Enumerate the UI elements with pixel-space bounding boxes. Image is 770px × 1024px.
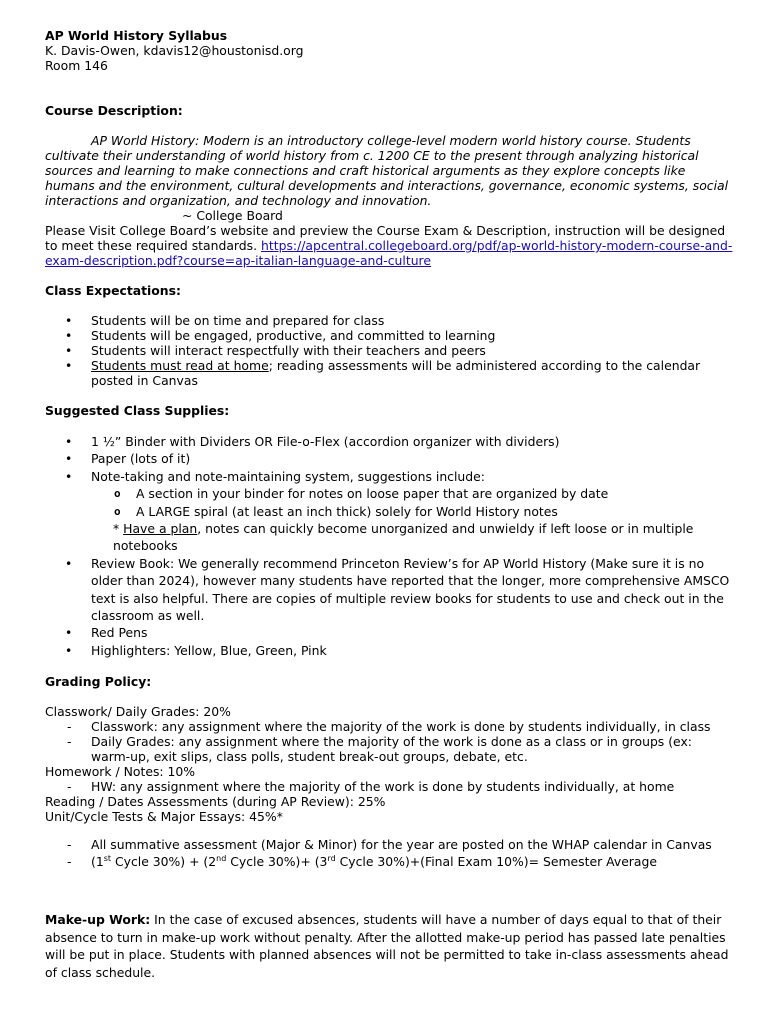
unit-tests-line: Unit/Cycle Tests & Major Essays: 45%* xyxy=(45,809,283,825)
list-item: • Review Book: We generally recommend Princeton Review’s for AP World History (Make sure it is no older than 2024), however many students have reported that the longer, more comprehensive AMSCO text is also helpful. There are copies of multiple review books for students to use and check out in the classroom as well. xyxy=(45,555,735,625)
semester-average-formula xyxy=(45,854,735,869)
list-item: • Students will be on time and prepared for class xyxy=(45,313,735,328)
supplies-heading: Suggested Class Supplies: xyxy=(45,403,230,418)
list-item: - Classwork: any assignment where the majority of the work is done by students individually, in class xyxy=(45,719,735,734)
reading-assessments-line: Reading / Dates Assessments (during AP Review): 25% xyxy=(45,794,386,810)
course-description-quote: AP World History: Modern is an introductory college-level modern world history course. Students cultivate their understanding of world history from c. 1200 CE to the present through analyzing historical sources and learning to make connections and craft historical arguments as they explore concepts like humans and the environment, cultural developments and interactions, governance, economic systems, social interactions and organization, and technology and innovation. xyxy=(45,133,729,208)
grading-heading: Grading Policy: xyxy=(45,674,152,690)
list-item: • Highlighters: Yellow, Blue, Green, Pink xyxy=(45,642,735,659)
read-at-home-rest: ; reading assessments will be administered according to the calendar posted in Canvas xyxy=(91,358,701,388)
list-item: - Daily Grades: any assignment where the majority of the work is done as a class or in groups (ex: warm-up, exit slips, class polls, student break-out groups, debate, etc. xyxy=(45,734,735,764)
read-at-home-emphasis: Students must read at home xyxy=(91,358,269,373)
list-item: - HW: any assignment where the majority of the work is done by students individually, at home xyxy=(45,779,735,794)
summative-list xyxy=(45,837,735,869)
formula-part: Cycle 30%)+(Final Exam 10%)= Semester Average xyxy=(335,854,657,870)
ced-link[interactable]: https://apcentral.collegeboard.org/pdf/ap-world-history-modern-course-and-exam-description.pdf?course=ap-italian-language-and-culture xyxy=(45,238,733,268)
makeup-work-paragraph xyxy=(45,911,735,981)
list-item: o A section in your binder for notes on loose paper that are organized by date xyxy=(45,485,735,502)
list-item: - All summative assessment (Major & Minor) for the year are posted on the WHAP calendar in Canvas xyxy=(45,837,735,852)
classwork-list xyxy=(45,719,735,764)
list-item: • Red Pens xyxy=(45,624,735,641)
quote-attribution: ~ College Board xyxy=(182,208,283,223)
list-item: • Students will be engaged, productive, and committed to learning xyxy=(45,328,735,343)
list-item: • 1 ½” Binder with Dividers OR File-o-Flex (accordion organizer with dividers) xyxy=(45,433,735,450)
teacher-contact: K. Davis-Owen, kdavis12@houstonisd.org xyxy=(45,43,304,58)
note-rest: , notes can quickly become unorganized and unwieldy if left loose or in multiple notebooks xyxy=(113,521,694,554)
have-a-plan-emphasis: Have a plan xyxy=(123,521,198,537)
visit-text: Please Visit College Board’s website and preview the Course Exam & Description, instruction will be designed to meet these required standards. xyxy=(45,223,726,253)
homework-list xyxy=(45,779,735,794)
homework-heading: Homework / Notes: 10% xyxy=(45,764,196,780)
formula-part: (1 xyxy=(91,854,104,870)
makeup-work-label: Make-up Work: xyxy=(45,912,151,928)
syllabus-page xyxy=(45,28,735,981)
course-description-visit xyxy=(45,223,735,268)
formula-part: Cycle 30%)+ (3 xyxy=(226,854,328,870)
list-item: • Paper (lots of it) xyxy=(45,450,735,467)
class-expectations-heading: Class Expectations: xyxy=(45,283,181,298)
expectations-list xyxy=(45,313,735,388)
notetaking-sublist xyxy=(45,485,735,520)
room-number: Room 146 xyxy=(45,58,108,73)
classwork-heading: Classwork/ Daily Grades: 20% xyxy=(45,704,231,720)
formula-part: Cycle 30%) + (2 xyxy=(111,854,217,870)
note-prefix: * xyxy=(113,521,124,537)
notetaking-text: Note-taking and note-maintaining system, suggestions include: xyxy=(91,468,485,484)
formula-sup: rd xyxy=(327,854,336,864)
course-description-heading: Course Description: xyxy=(45,103,183,118)
list-item xyxy=(45,358,735,388)
list-item: • Students will interact respectfully with their teachers and peers xyxy=(45,343,735,358)
notetaking-note xyxy=(45,520,735,555)
document-title: AP World History Syllabus xyxy=(45,28,228,43)
supplies-list xyxy=(45,433,735,659)
makeup-work-text: In the case of excused absences, students will have a number of days equal to that of their absence to turn in make-up work without penalty. After the allotted make-up period has passed late penalties will be put in place. Students with planned absences will not be permitted to take in-class assessments ahead of class schedule. xyxy=(45,912,729,980)
formula-sup: st xyxy=(103,854,112,864)
list-item: o A LARGE spiral (at least an inch thick) solely for World History notes xyxy=(45,503,735,520)
list-item xyxy=(45,468,735,555)
formula-sup: nd xyxy=(216,854,227,864)
